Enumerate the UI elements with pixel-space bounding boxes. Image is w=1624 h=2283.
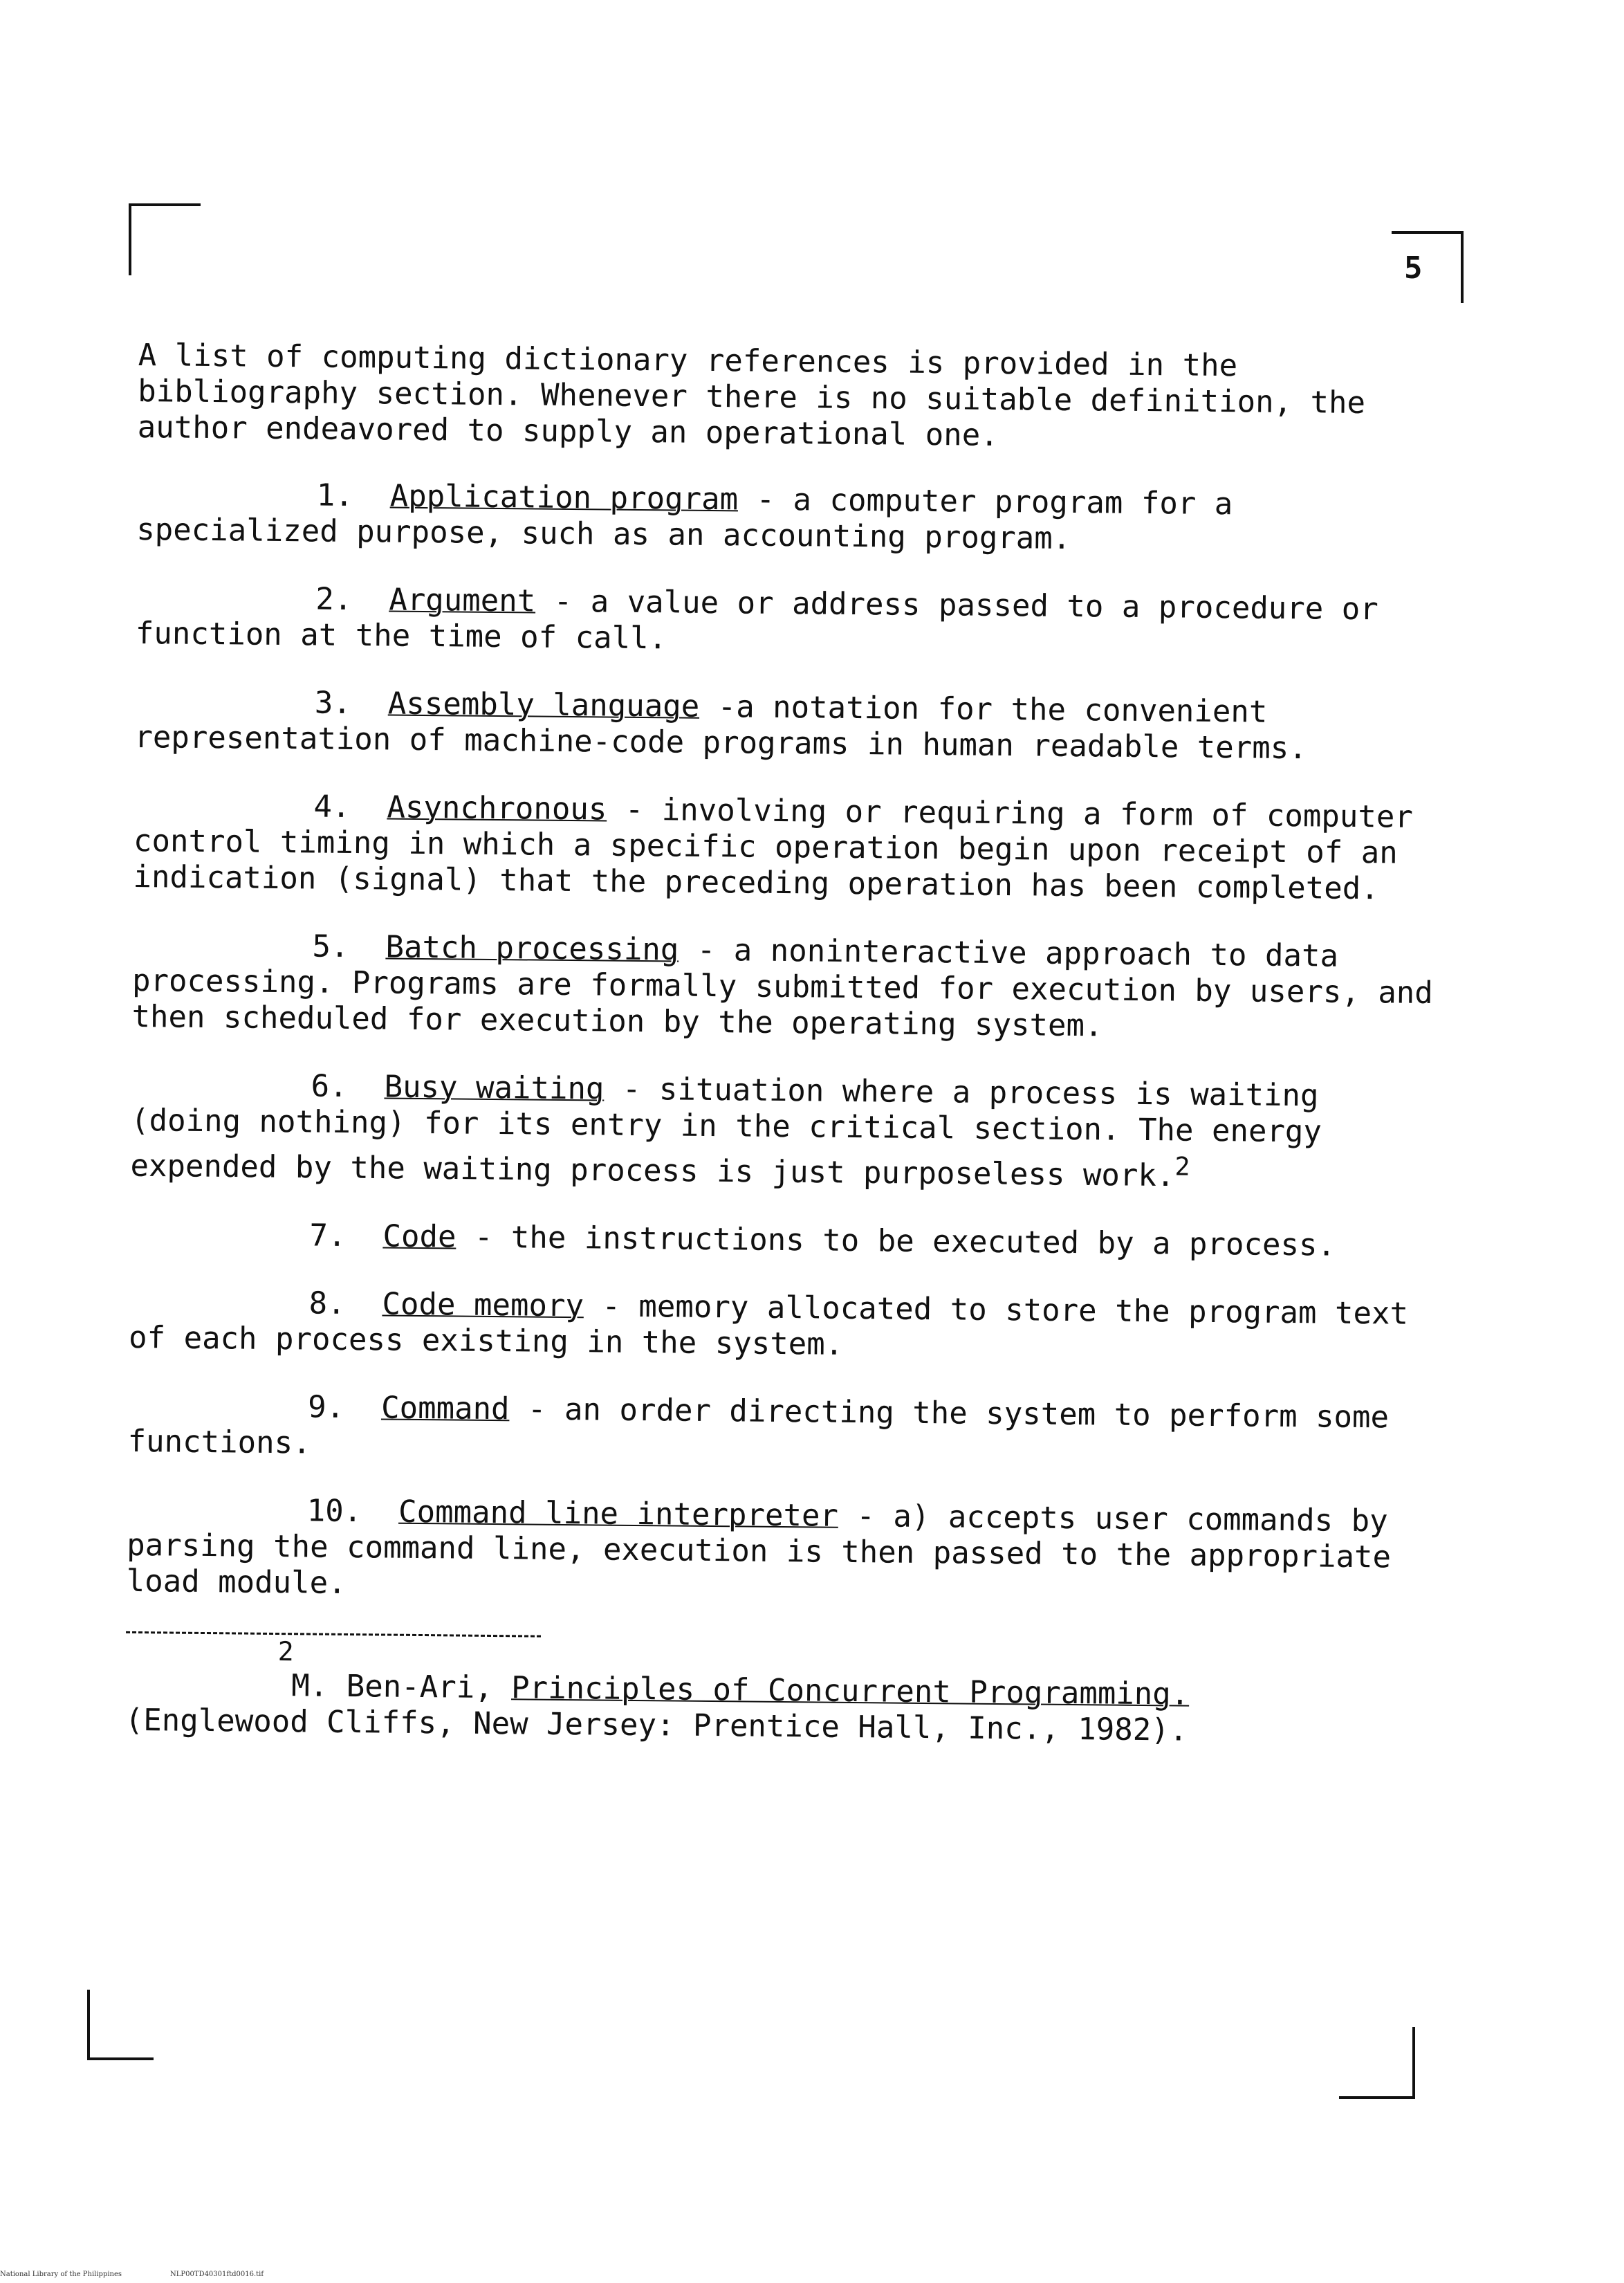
footnote-author: M. Ben-Ari, (291, 1667, 512, 1705)
entry-number: 6. (311, 1068, 348, 1104)
glossary-entry (133, 787, 1448, 908)
entry-term: Asynchronous (387, 789, 607, 827)
entry-term: Argument (389, 582, 536, 619)
footer-library: National Library of the Philippines (0, 2271, 122, 2278)
glossary-entry (134, 684, 1449, 768)
crop-mark-bottom-right (1412, 2027, 1415, 2099)
footnote-mark: 2 (277, 1635, 294, 1667)
scan-footer (0, 2271, 264, 2278)
glossary-entry (129, 1284, 1443, 1368)
entry-number: 7. (309, 1218, 347, 1254)
entry-term: Batch processing (385, 929, 679, 968)
entry-term: Command line interpreter (398, 1494, 839, 1534)
footnote-publisher: (Englewood Cliffs, New Jersey: Prentice Hall, Inc., 1982). (124, 1702, 1188, 1748)
entry-term: Command (380, 1390, 510, 1427)
entry-term: Assembly language (387, 686, 700, 724)
page-number: 5 (1404, 250, 1423, 286)
entry-number: 8. (308, 1285, 346, 1321)
footnote-reference: 2 (1174, 1151, 1190, 1182)
glossary-entry (126, 1492, 1441, 1612)
entry-definition: - situation where a process is waiting (doing nothing) for its entry in the critical section. The energy expended by the waiting process is just purposeless work. (130, 1071, 1322, 1194)
entry-definition: - an order directing the system to perform some functions. (127, 1391, 1390, 1461)
footer-filename: NLP00TD40301ftd0016.tif (170, 2271, 264, 2278)
entry-definition: - memory allocated to store the program text of each process existing in the system. (128, 1287, 1409, 1362)
glossary-entry (129, 1216, 1443, 1265)
entry-number: 3. (314, 685, 352, 721)
entry-number: 4. (313, 789, 351, 825)
entry-number: 10. (306, 1493, 362, 1529)
crop-mark-bottom-left (87, 2057, 154, 2060)
crop-mark-bottom-left (87, 1990, 90, 2060)
intro-paragraph: A list of computing dictionary references is provided in the bibliography section. Whenever there is no suitable definition, the author endeavored to supply an operational one. (137, 338, 1366, 453)
footnote-title: Principles of Concurrent Programming. (510, 1669, 1190, 1712)
entry-definition: -a notation for the convenient representation of machine-code programs in human readable terms. (134, 688, 1307, 767)
entry-number: 1. (316, 477, 354, 513)
footnote (125, 1667, 1440, 1751)
crop-mark-top-left (129, 203, 131, 275)
crop-mark-top-right (1461, 231, 1464, 303)
body-text (125, 338, 1452, 1751)
entry-term: Code memory (382, 1286, 584, 1323)
glossary-entry (136, 476, 1451, 560)
crop-mark-top-left (129, 203, 201, 206)
glossary-entry (131, 927, 1446, 1047)
entry-definition: - a computer program for a specialized purpose, such as an accounting program. (136, 482, 1233, 556)
entry-number: 2. (315, 581, 353, 617)
glossary-entry (127, 1388, 1442, 1472)
entry-definition: - the instructions to be executed by a process. (456, 1219, 1336, 1263)
entry-definition: - involving or requiring a form of computer control timing in which a specific operation begin upon receipt of an indication (signal) that the preceding operation has been completed. (133, 791, 1414, 907)
entry-definition: - a) accepts user commands by parsing the command line, execution is then passed to the appropriate load module. (126, 1498, 1392, 1601)
entry-definition: - a value or address passed to a procedure or function at the time of call. (135, 583, 1379, 657)
glossary-entry (130, 1067, 1446, 1197)
crop-mark-bottom-right (1339, 2096, 1415, 2099)
entry-number: 9. (307, 1389, 345, 1425)
entry-term: Code (382, 1218, 456, 1255)
entry-term: Application program (389, 478, 739, 517)
glossary-entry (136, 580, 1450, 664)
entry-number: 5. (312, 928, 349, 964)
crop-mark-top-right (1392, 231, 1464, 234)
entry-term: Busy waiting (384, 1069, 605, 1107)
entry-definition: - a noninteractive approach to data processing. Programs are formally submitted for execution by users, and then scheduled for execution by the operating system. (131, 932, 1434, 1044)
